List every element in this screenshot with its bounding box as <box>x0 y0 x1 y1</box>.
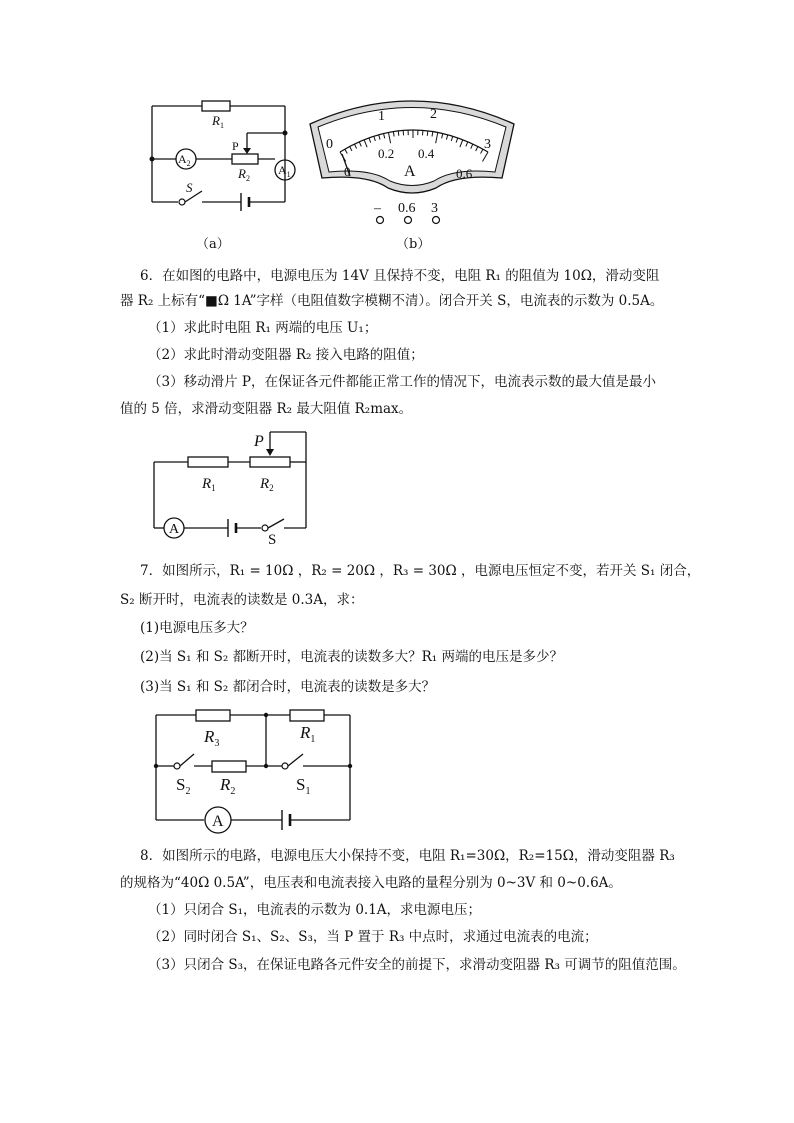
q7-label-r2: $R_2$ <box>220 775 236 797</box>
q6-sub1: （1）求此时电阻 R₁ 两端的电压 U₁； <box>148 320 378 336</box>
caption-b: （b） <box>396 237 431 252</box>
q7-sub3: (3)当 S₁ 和 S₂ 都闭合时，电流表的读数是多大？ <box>140 679 436 695</box>
q6-label-p: P <box>254 433 264 450</box>
circuit-figure-q6 <box>146 428 316 546</box>
terminal-06: 0.6 <box>398 201 416 216</box>
q6-sub2: （2）求此时滑动变阻器 R₂ 接入电路的阻值； <box>148 347 424 363</box>
label-a1: $A_1$ <box>278 163 291 179</box>
terminal-minus: – <box>374 201 381 216</box>
label-s: S <box>186 180 193 195</box>
caption-a: （a） <box>196 237 230 252</box>
label-a2: $A_2$ <box>178 152 191 168</box>
ammeter-figure-b <box>306 96 518 226</box>
q8-line2: 的规格为“40Ω 0.5A”，电压表和电流表接入电路的量程分别为 0~3V 和 0~0.6A。 <box>120 875 622 891</box>
svg-text:0.2: 0.2 <box>378 146 395 161</box>
svg-text:0: 0 <box>326 137 333 152</box>
q8-sub1: （1）只闭合 S₁，电流表的示数为 0.1A，求电源电压； <box>148 902 482 918</box>
q6-label-a: A <box>169 522 180 537</box>
scale-tick <box>398 131 399 136</box>
q8-line1: 8．如图所示的电路，电源电压大小保持不变，电阻 R₁=30Ω，R₂=15Ω，滑动变阻器 R₃ <box>140 848 675 864</box>
circuit-figure-a <box>140 92 300 222</box>
q6-sub3b: 值的 5 倍，求滑动变阻器 R₂ 最大阻值 R₂max。 <box>120 401 413 417</box>
q7-label-s1: $S_1$ <box>296 775 311 797</box>
q6-line1: 6．在如图的电路中，电源电压为 14V 且保持不变，电阻 R₁ 的阻值为 10Ω，滑动变阻 <box>140 268 660 284</box>
q6-label-r2: $R_2$ <box>260 476 274 493</box>
q7-label-r1: $R_1$ <box>300 723 316 745</box>
svg-text:0.4: 0.4 <box>418 146 435 161</box>
q7-sub2: (2)当 S₁ 和 S₂ 都断开时，电流表的读数多大？R₁ 两端的电压是多少？ <box>140 649 563 665</box>
unit-label: A <box>404 163 416 180</box>
label-r2: $R_2$ <box>238 166 250 183</box>
svg-text:3: 3 <box>484 137 491 152</box>
scale-tick <box>427 131 428 136</box>
q7-sub1: (1)电源电压多大？ <box>140 620 254 636</box>
svg-text:2: 2 <box>430 107 437 122</box>
q8-sub3: （3）只闭合 S₃，在保证电路各元件安全的前提下，求滑动变阻器 R₃ 可调节的阻值范围。 <box>148 957 686 973</box>
svg-text:0: 0 <box>344 164 351 179</box>
svg-text:0.6: 0.6 <box>456 166 473 181</box>
q6-label-r1: $R_1$ <box>202 476 216 493</box>
q6-label-s: S <box>268 532 277 546</box>
q7-line1: 7．如图所示，R₁ = 10Ω ，R₂ = 20Ω ，R₃ = 30Ω ，电源电压恒定不变，若开关 S₁ 闭合， <box>140 563 701 579</box>
q8-sub2: （2）同时闭合 S₁、S₂、S₃，当 P 置于 R₃ 中点时，求通过电流表的电流； <box>148 929 598 945</box>
q7-label-r3: $R_3$ <box>204 727 220 749</box>
q7-line2: S₂ 断开时，电流表的读数是 0.3A，求： <box>120 592 364 608</box>
q7-label-s2: $S_2$ <box>176 775 191 797</box>
q6-line2: 器 R₂ 上标有“■Ω 1A”字样（电阻值数字模糊不清）。闭合开关 S，电流表的示数为 0.5A。 <box>120 293 664 309</box>
label-p: P <box>232 139 239 153</box>
circuit-figure-q7 <box>148 702 358 838</box>
svg-text:1: 1 <box>378 109 385 124</box>
label-r1: $R_1$ <box>212 113 224 130</box>
terminal-3: 3 <box>431 201 438 216</box>
q6-sub3a: （3）移动滑片 P，在保证各元件都能正常工作的情况下，电流表示数的最大值是最小 <box>148 374 656 390</box>
q7-label-a: A <box>212 813 224 830</box>
